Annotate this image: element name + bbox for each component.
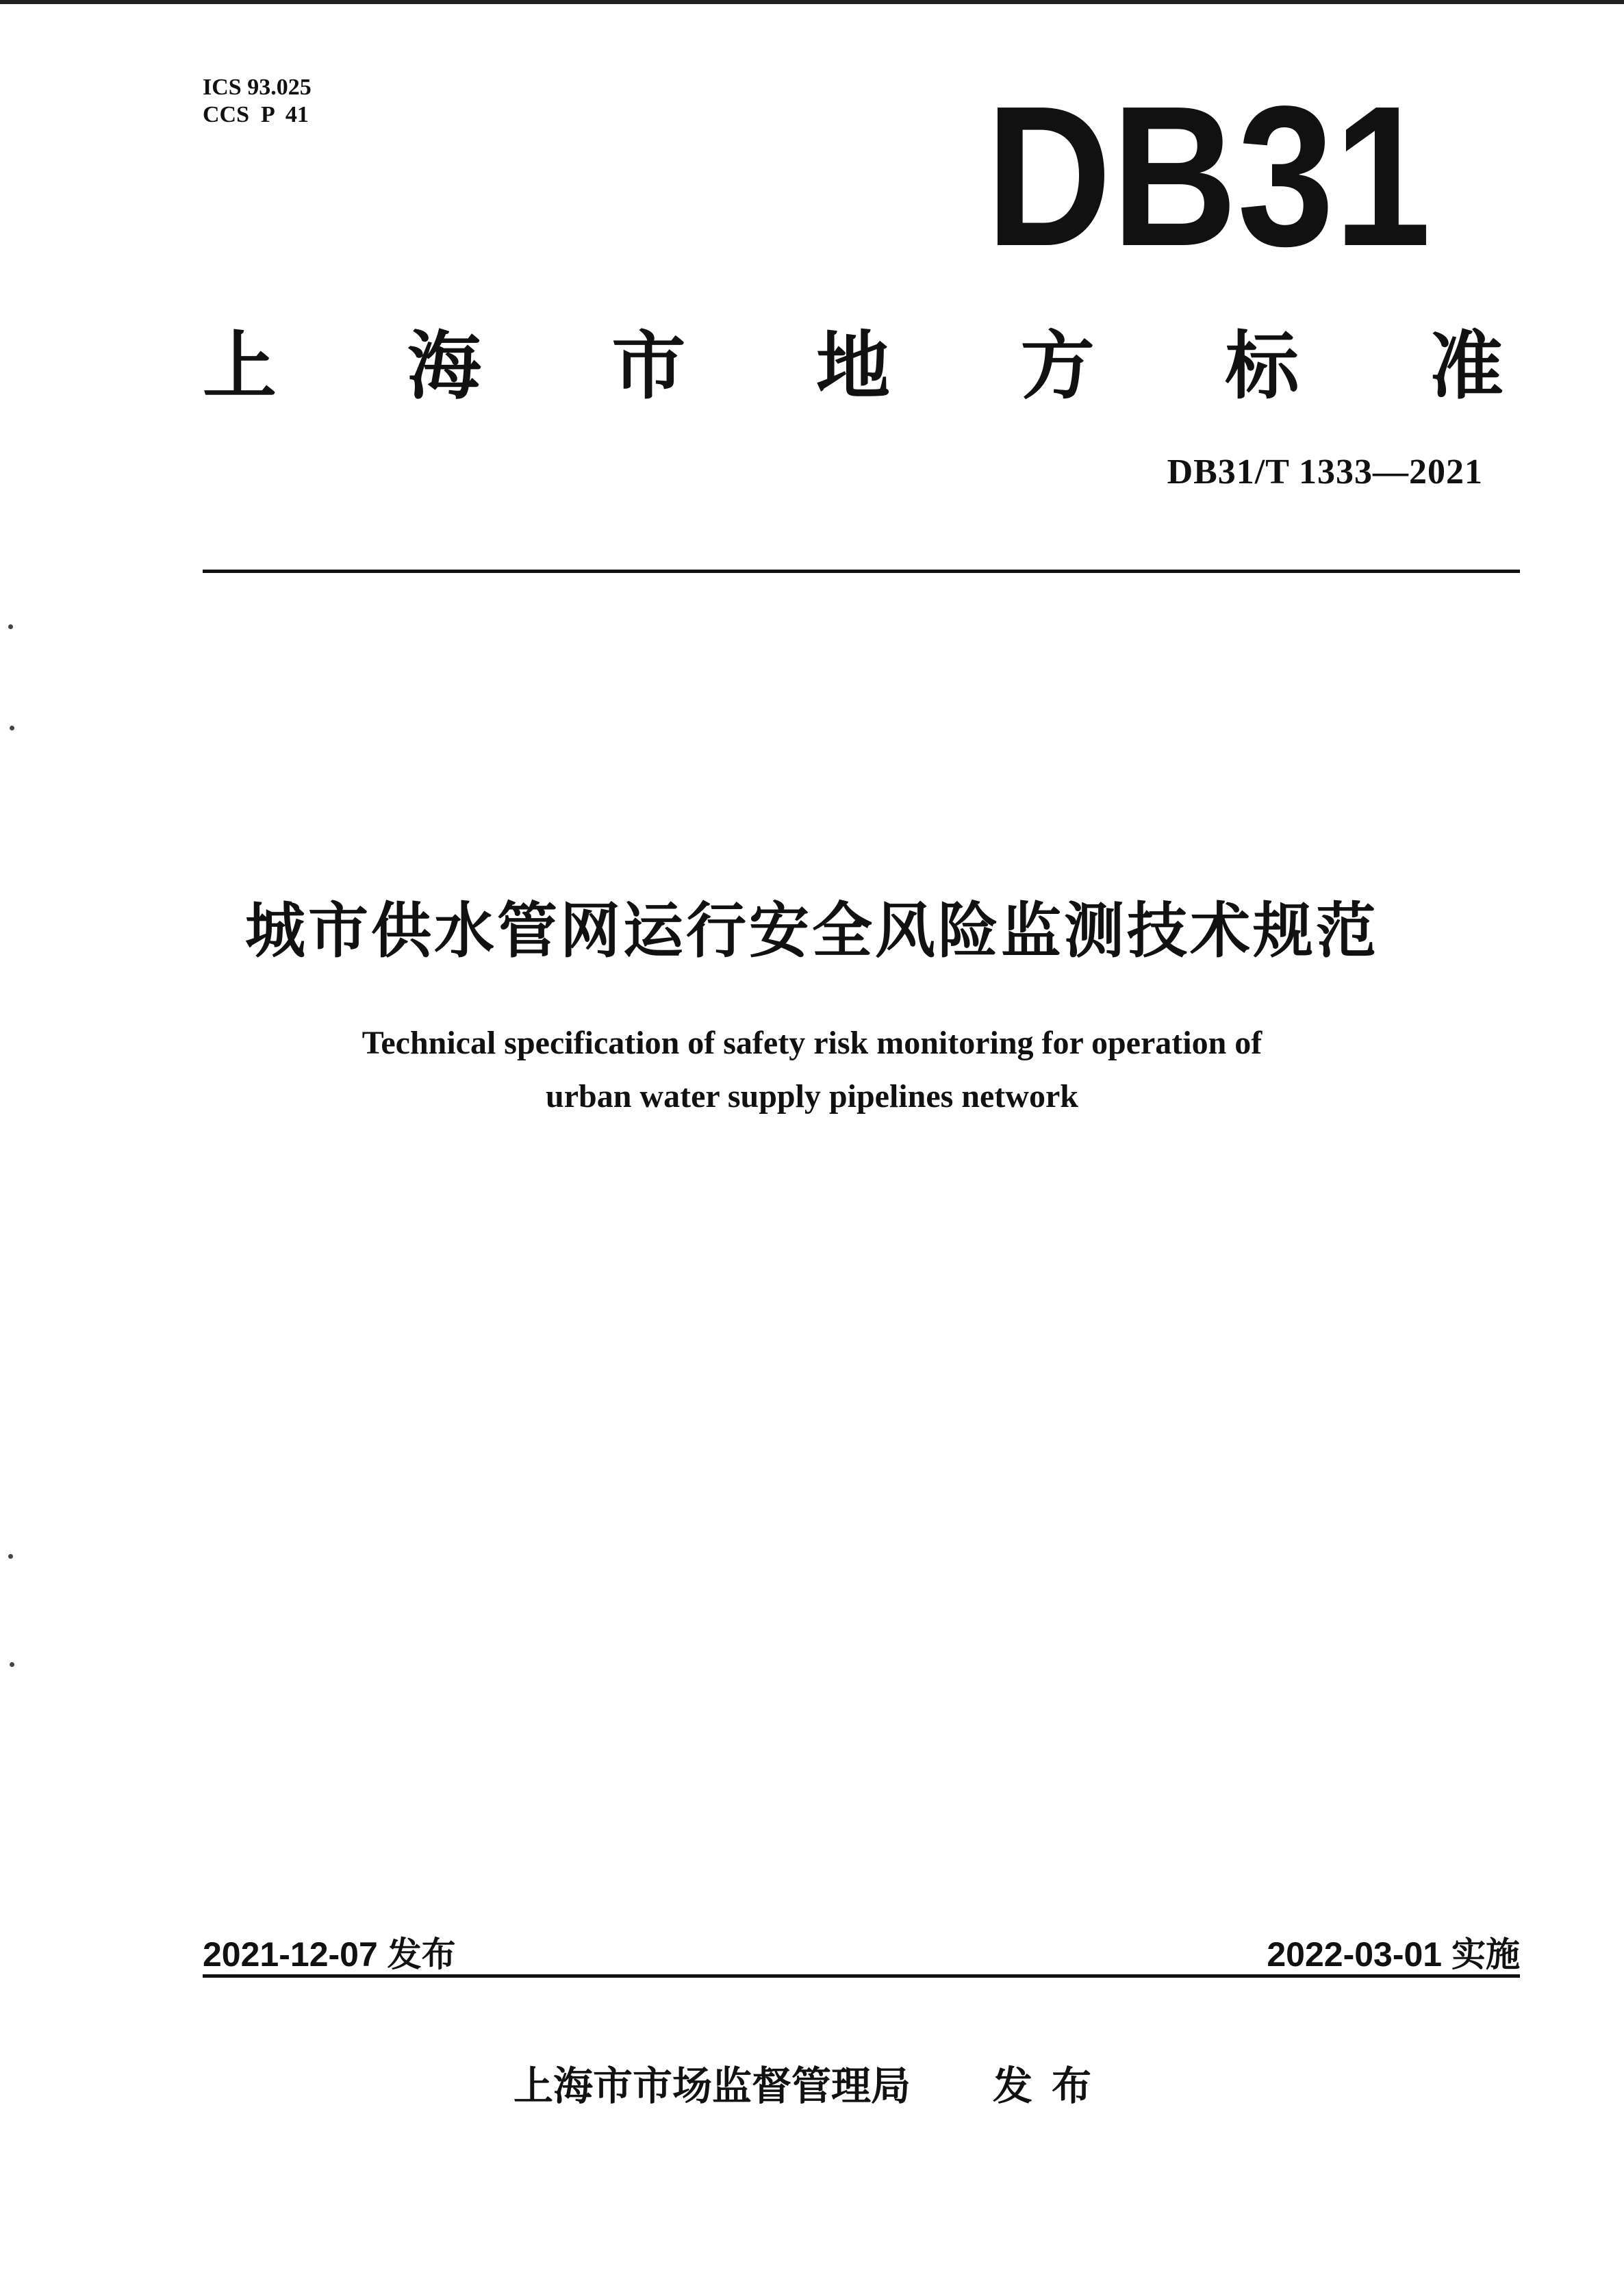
document-title-chinese: 城市供水管网运行安全风险监测技术规范 xyxy=(244,895,1379,966)
db31-logo-text: DB31 xyxy=(986,64,1431,288)
issuer-action: 发布 xyxy=(993,2063,1111,2109)
margin-mark xyxy=(8,624,13,629)
standard-type-char: 海 xyxy=(407,323,481,409)
standard-type-char: 方 xyxy=(1020,323,1095,409)
standard-type-heading xyxy=(203,311,1504,407)
footer-divider xyxy=(203,1974,1520,1978)
header-divider xyxy=(203,570,1520,573)
standard-type-char: 上 xyxy=(203,323,277,409)
top-border-rule xyxy=(0,0,1624,4)
standard-type-char: 标 xyxy=(1225,323,1299,409)
document-title-english-line2: urban water supply pipelines network xyxy=(546,1078,1078,1114)
standard-number: DB31/T 1333—2021 xyxy=(1167,453,1483,492)
issuer-name: 上海市市场监督管理局 xyxy=(513,2063,911,2109)
standard-type-char: 市 xyxy=(611,323,686,409)
db31-logo xyxy=(986,64,1431,288)
issue-date: 2021-12-07 发布 xyxy=(203,1935,456,1974)
implementation-date: 2022-03-01 实施 xyxy=(1267,1935,1520,1974)
issuer-line xyxy=(0,2054,1624,2111)
standard-type-char: 准 xyxy=(1429,323,1504,409)
ccs-code: CCS P 41 xyxy=(203,102,309,127)
margin-mark xyxy=(10,726,14,730)
ics-code: ICS 93.025 xyxy=(203,75,312,100)
classification-codes xyxy=(203,74,312,129)
margin-mark xyxy=(8,1554,13,1559)
document-title-english-line1: Technical specification of safety risk monitoring for operation of xyxy=(361,1025,1263,1061)
margin-mark xyxy=(10,1662,14,1667)
standard-type-char: 地 xyxy=(815,323,890,409)
